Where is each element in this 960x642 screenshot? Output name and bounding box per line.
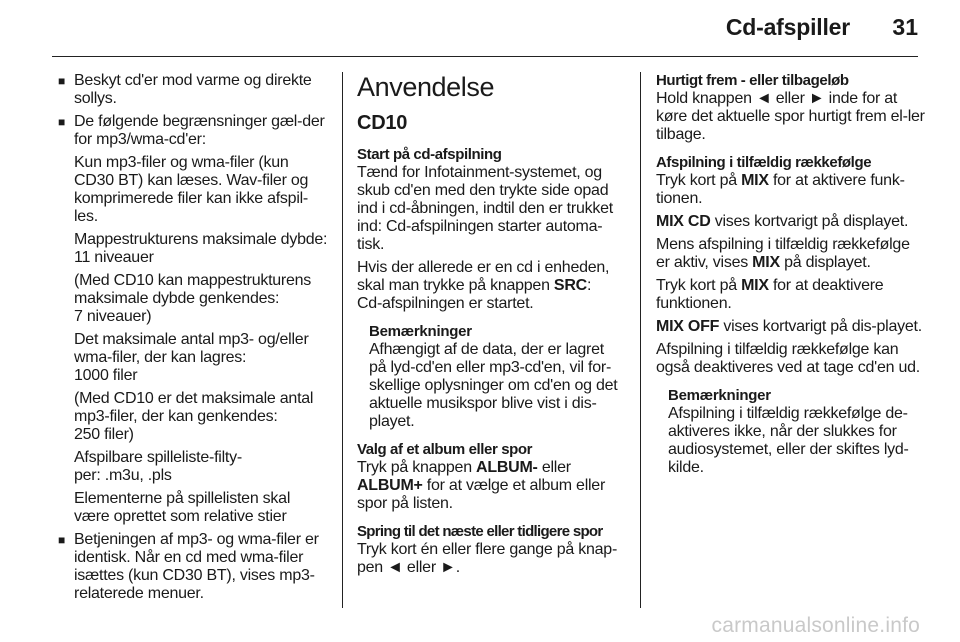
skip-track-block (357, 523, 625, 577)
paragraph: Mappestrukturens maksimale dybde: 11 niveauer (74, 231, 328, 266)
column-3 (656, 72, 926, 487)
note-heading: Bemærkninger (668, 387, 771, 404)
paragraph: Tryk kort én eller flere gange på knap-pen ◄ eller ►. (357, 541, 618, 576)
note-block (357, 323, 625, 431)
column-divider-2 (640, 72, 641, 608)
heading: Hurtigt frem - eller tilbageløb (656, 72, 849, 89)
page-number: 31 (892, 14, 918, 40)
bullet-sub-block (58, 154, 328, 526)
random-playback-block (656, 154, 926, 377)
heading: Start på cd-afspilning (357, 146, 502, 163)
note-block (656, 387, 926, 477)
watermark: carmanualsonline.info (711, 614, 920, 637)
subsection-title: CD10 (357, 112, 408, 134)
bullet-item (58, 531, 328, 603)
display-label: MIX (752, 254, 780, 271)
section-title: Anvendelse (357, 72, 495, 102)
fast-forward-block (656, 72, 926, 144)
bullet-text: Beskyt cd'er mod varme og direkte sollys. (74, 72, 312, 107)
paragraph: Hvis der allerede er en cd i enheden, skal man trykke på knappen SRC: Cd-afspilningen er startet. (357, 259, 610, 312)
paragraph: (Med CD10 er det maksimale antal mp3-filer, der kan genkendes: 250 filer) (74, 390, 314, 443)
heading: Spring til det næste eller tidligere spor (357, 523, 603, 540)
note-text: Afspilning i tilfældig rækkefølge de-aktiveres ikke, når der slukkes for audiosystemet, eller der skiftes lyd-kilde. (668, 405, 909, 476)
bullet-icon: ■ (58, 533, 65, 547)
key-label: ALBUM- (476, 459, 538, 476)
column-divider-1 (342, 72, 343, 608)
header-divider (52, 56, 918, 57)
paragraph: Det maksimale antal mp3- og/eller wma-filer, der kan lagres: 1000 filer (74, 331, 309, 384)
key-label: MIX (741, 277, 769, 294)
bullet-text: De følgende begrænsninger gæl-der for mp3/wma-cd'er: (74, 113, 325, 148)
paragraph: Tryk på knappen ALBUM- eller ALBUM+ for at vælge et album eller spor på listen. (357, 459, 606, 512)
page-title: Cd-afspiller (725, 14, 850, 40)
bullet-item (58, 113, 328, 149)
note-text: Afhængigt af de data, der er lagret på lyd-cd'en eller mp3-cd'en, vil for-skellige oplysninger om cd'en og det aktuelle musikspor blive vist i dis-playet. (369, 341, 618, 430)
paragraph: Afspilbare spilleliste-filty- per: .m3u, .pls (74, 449, 242, 484)
paragraph: MIX OFF vises kortvarigt på dis-playet. (656, 318, 922, 335)
paragraph: MIX CD vises kortvarigt på displayet. (656, 213, 909, 230)
key-label: SRC (553, 277, 587, 294)
key-label: ALBUM+ (357, 477, 423, 494)
bullet-item (58, 72, 328, 108)
paragraph: (Med CD10 kan mappestrukturens maksimale dybde genkendes: 7 niveauer) (74, 272, 312, 325)
note-heading: Bemærkninger (369, 323, 472, 340)
bullet-text: Betjeningen af mp3- og wma-filer er identisk. Når en cd med wma-filer isættes (kun CD30 BT), vises mp3-relaterede menuer. (74, 531, 319, 602)
paragraph: Kun mp3-filer og wma-filer (kun CD30 BT) kan læses. Wav-filer og komprimerede filer kan ikke afspil-les. (74, 154, 309, 225)
paragraph: Hold knappen ◄ eller ► inde for at køre det aktuelle spor hurtigt frem el-ler tilbage. (656, 90, 925, 143)
column-2 (357, 72, 625, 587)
heading: Valg af et album eller spor (357, 441, 533, 458)
bullet-icon: ■ (58, 74, 65, 88)
paragraph: Tænd for Infotainment-systemet, og skub cd'en med den trykte side opad ind i cd-åbningen, indtil den er trukket ind: Cd-afspilningen starter automa-tisk. (357, 164, 613, 253)
paragraph: Tryk kort på MIX for at deaktivere funktionen. (656, 277, 884, 312)
paragraph: Mens afspilning i tilfældig rækkefølge er aktiv, vises MIX på displayet. (656, 236, 910, 271)
bullet-icon: ■ (58, 115, 65, 129)
album-select-block (357, 441, 625, 513)
paragraph: Afspilning i tilfældig rækkefølge kan også deaktiveres ved at tage cd'en ud. (656, 341, 920, 376)
display-label: MIX OFF (656, 318, 720, 335)
paragraph: Tryk kort på MIX for at aktivere funk-tionen. (656, 172, 905, 207)
heading: Afspilning i tilfældig rækkefølge (656, 154, 872, 171)
paragraph: Elementerne på spillelisten skal være oprettet som relative stier (74, 490, 291, 525)
display-label: MIX CD (656, 213, 711, 230)
start-playback-block (357, 146, 625, 313)
key-label: MIX (741, 172, 769, 189)
column-1 (58, 72, 328, 608)
